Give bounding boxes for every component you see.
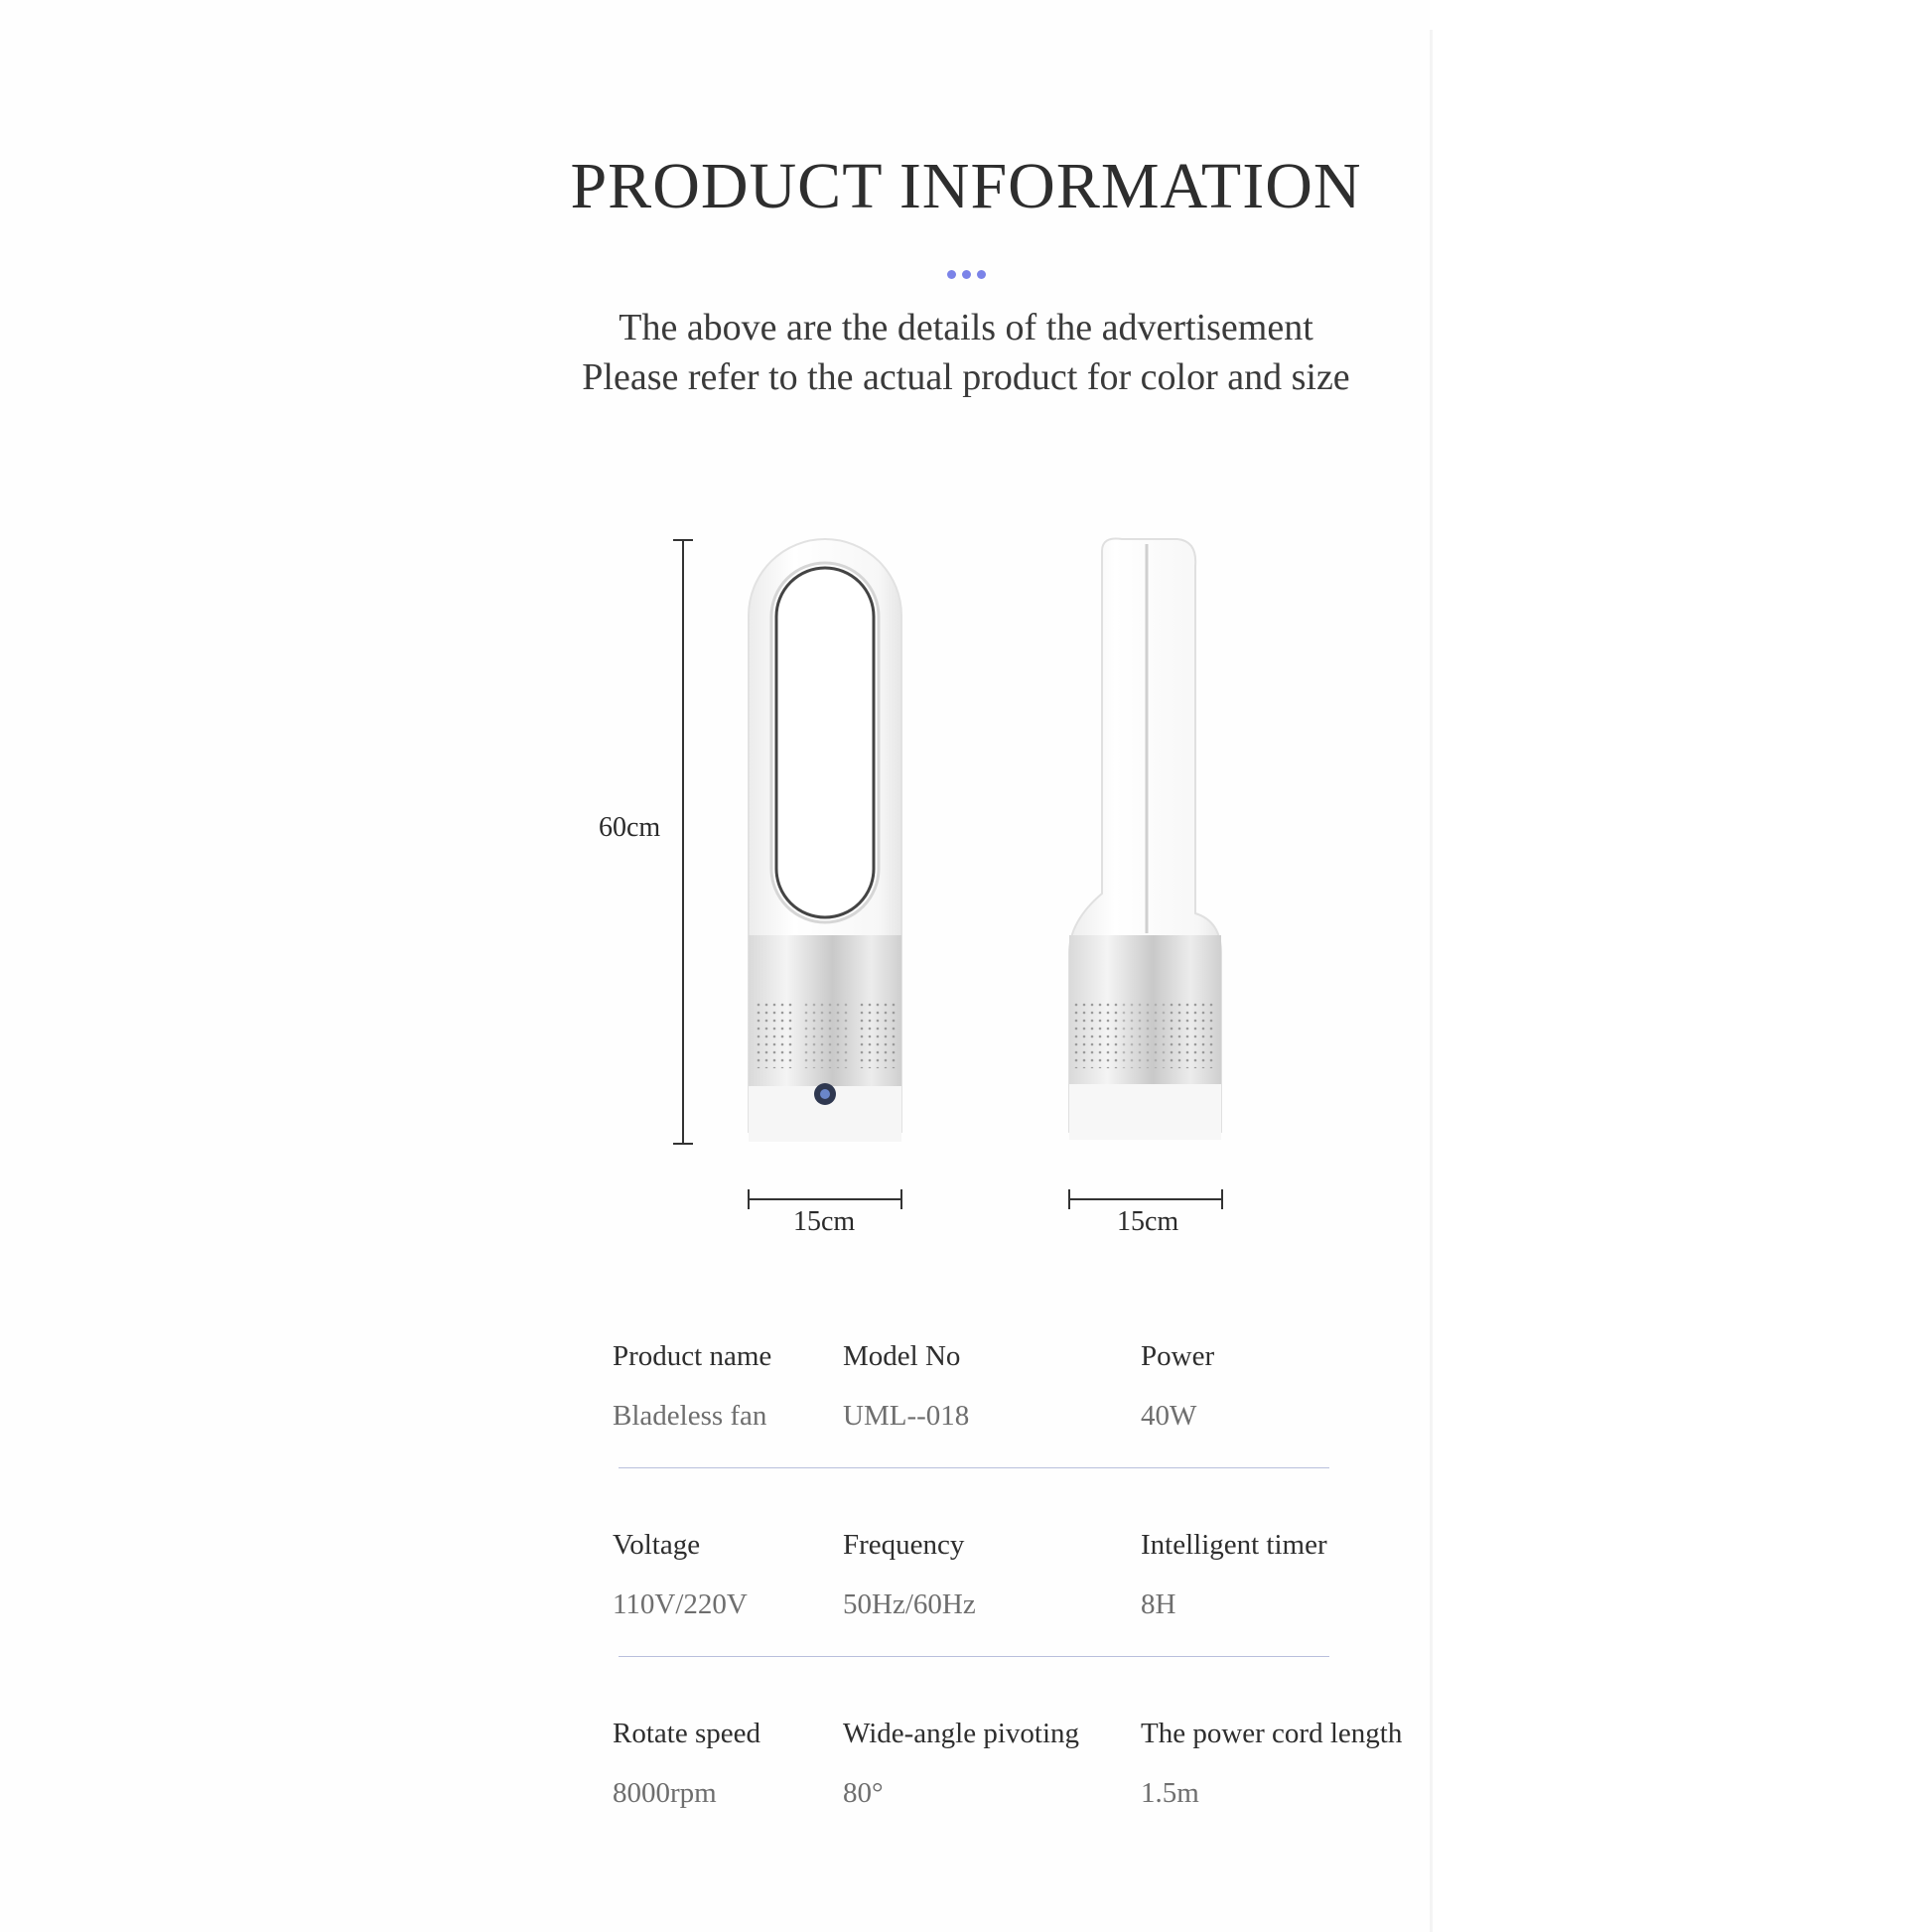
spec-value: 1.5m	[1141, 1777, 1199, 1809]
row-divider	[619, 1656, 1329, 1657]
height-label: 60cm	[599, 812, 661, 843]
spec-label: Rotate speed	[613, 1718, 760, 1749]
spec-label: Voltage	[613, 1529, 701, 1561]
height-dimension-line	[673, 540, 693, 1144]
spec-row	[613, 1718, 1506, 1906]
spec-value: 80°	[843, 1777, 884, 1809]
spec-value: UML--018	[843, 1400, 970, 1432]
spec-value: 50Hz/60Hz	[843, 1588, 976, 1620]
spec-value: 8000rpm	[613, 1777, 717, 1809]
spec-value: Bladeless fan	[613, 1400, 767, 1432]
row-divider	[619, 1467, 1329, 1468]
subtitle-line-1: The above are the details of the advertisement	[619, 307, 1313, 348]
spec-label: Power	[1141, 1340, 1215, 1372]
spec-row	[613, 1340, 1506, 1529]
spec-table	[613, 1340, 1506, 1906]
spec-label: Model No	[843, 1340, 961, 1372]
fan-side-view	[1069, 539, 1221, 1141]
spec-value: 40W	[1141, 1400, 1197, 1432]
fan-front-view	[749, 539, 901, 1142]
spec-label: Frequency	[843, 1529, 965, 1561]
spec-row	[613, 1529, 1506, 1718]
spec-value: 8H	[1141, 1588, 1176, 1620]
spec-label: Wide-angle pivoting	[843, 1718, 1080, 1749]
subtitle-line-2: Please refer to the actual product for color and size	[582, 356, 1350, 398]
spec-value: 110V/220V	[613, 1588, 748, 1620]
page-title: PRODUCT INFORMATION	[570, 150, 1362, 222]
front-width-label: 15cm	[793, 1206, 856, 1237]
spec-label: Product name	[613, 1340, 772, 1372]
spec-label: Intelligent timer	[1141, 1529, 1327, 1561]
side-width-label: 15cm	[1117, 1206, 1179, 1237]
spec-label: The power cord length	[1141, 1718, 1403, 1749]
